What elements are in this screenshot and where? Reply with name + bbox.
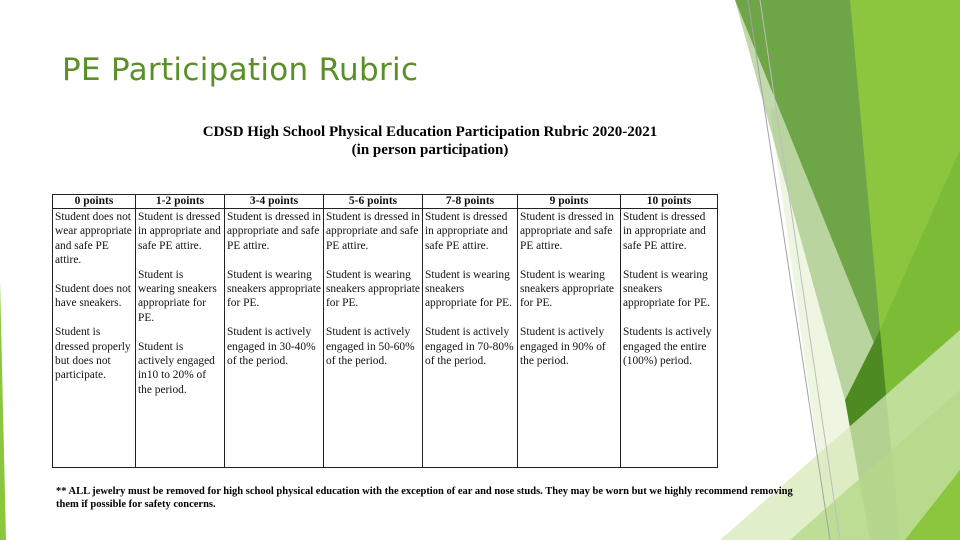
criterion-text: Student is wearing sneakers appropriate for PE. xyxy=(623,268,710,310)
criterion-text: Student is wearing sneakers appropriate for PE. xyxy=(520,268,614,310)
criterion-text: Student is dressed in appropriate and safe PE attire. xyxy=(623,211,706,252)
document-title xyxy=(140,123,720,159)
criterion-text: Student is actively engaged in 30-40% of the period. xyxy=(227,326,316,368)
slide-title: PE Participation Rubric xyxy=(62,52,419,88)
document-title-line-1: CDSD High School Physical Education Participation Rubric 2020-2021 xyxy=(202,124,658,140)
column-header: 1-2 points xyxy=(136,195,225,209)
criterion-text: Student is actively engaged in 70-80% of the period. xyxy=(425,326,514,368)
criterion-text: Student is dressed in appropriate and safe PE attire. xyxy=(138,211,221,252)
jewelry-footnote: ** ALL jewelry must be removed for high school physical education with the exception of ear and nose studs. They may be worn but we highly recommend removing them if possible for safety concerns. xyxy=(56,486,793,510)
criterion-text: Student does not wear appropriate and safe PE attire. xyxy=(55,211,132,267)
rubric-table xyxy=(52,194,718,468)
rubric-cell-0-points xyxy=(53,209,136,468)
column-header: 0 points xyxy=(53,195,136,209)
rubric-cell-9-points xyxy=(518,209,621,468)
criterion-text: Student is wearing sneakers appropriate for PE. xyxy=(425,268,512,310)
column-header: 3-4 points xyxy=(225,195,324,209)
column-header: 7-8 points xyxy=(423,195,518,209)
column-header: 10 points xyxy=(621,195,718,209)
criterion-text: Student is actively engaged in 50-60% of the period. xyxy=(326,326,415,368)
criterion-text: Student is actively engaged in10 to 20% of the period. xyxy=(138,340,215,396)
rubric-cell-10-points xyxy=(621,209,718,468)
document-title-line-2: (in person participation) xyxy=(351,142,509,158)
criterion-text: Student is dressed in appropriate and safe PE attire. xyxy=(425,211,508,252)
criterion-text: Student is actively engaged in 90% of the period. xyxy=(520,326,606,368)
criterion-text: Student is dressed in appropriate and safe PE attire. xyxy=(326,211,420,252)
rubric-cell-1-2-points xyxy=(136,209,225,468)
criterion-text: Student is wearing sneakers appropriate for PE. xyxy=(326,268,420,310)
column-header: 5-6 points xyxy=(324,195,423,209)
criterion-text: Student is dressed in appropriate and safe PE attire. xyxy=(520,211,614,252)
criterion-text: Student is wearing sneakers appropriate for PE. xyxy=(138,268,217,324)
rubric-cell-5-6-points xyxy=(324,209,423,468)
rubric-cell-7-8-points xyxy=(423,209,518,468)
criterion-text: Student does not have sneakers. xyxy=(55,283,131,310)
criterion-text: Student is dressed properly but does not participate. xyxy=(55,326,131,382)
rubric-cell-3-4-points xyxy=(225,209,324,468)
criterion-text: Student is dressed in appropriate and safe PE attire. xyxy=(227,211,321,252)
rubric-header-row xyxy=(53,195,718,209)
criterion-text: Student is wearing sneakers appropriate for PE. xyxy=(227,268,321,310)
criterion-text: Students is actively engaged the entire (100%) period. xyxy=(623,326,712,368)
column-header: 9 points xyxy=(518,195,621,209)
rubric-criteria-row xyxy=(53,209,718,468)
